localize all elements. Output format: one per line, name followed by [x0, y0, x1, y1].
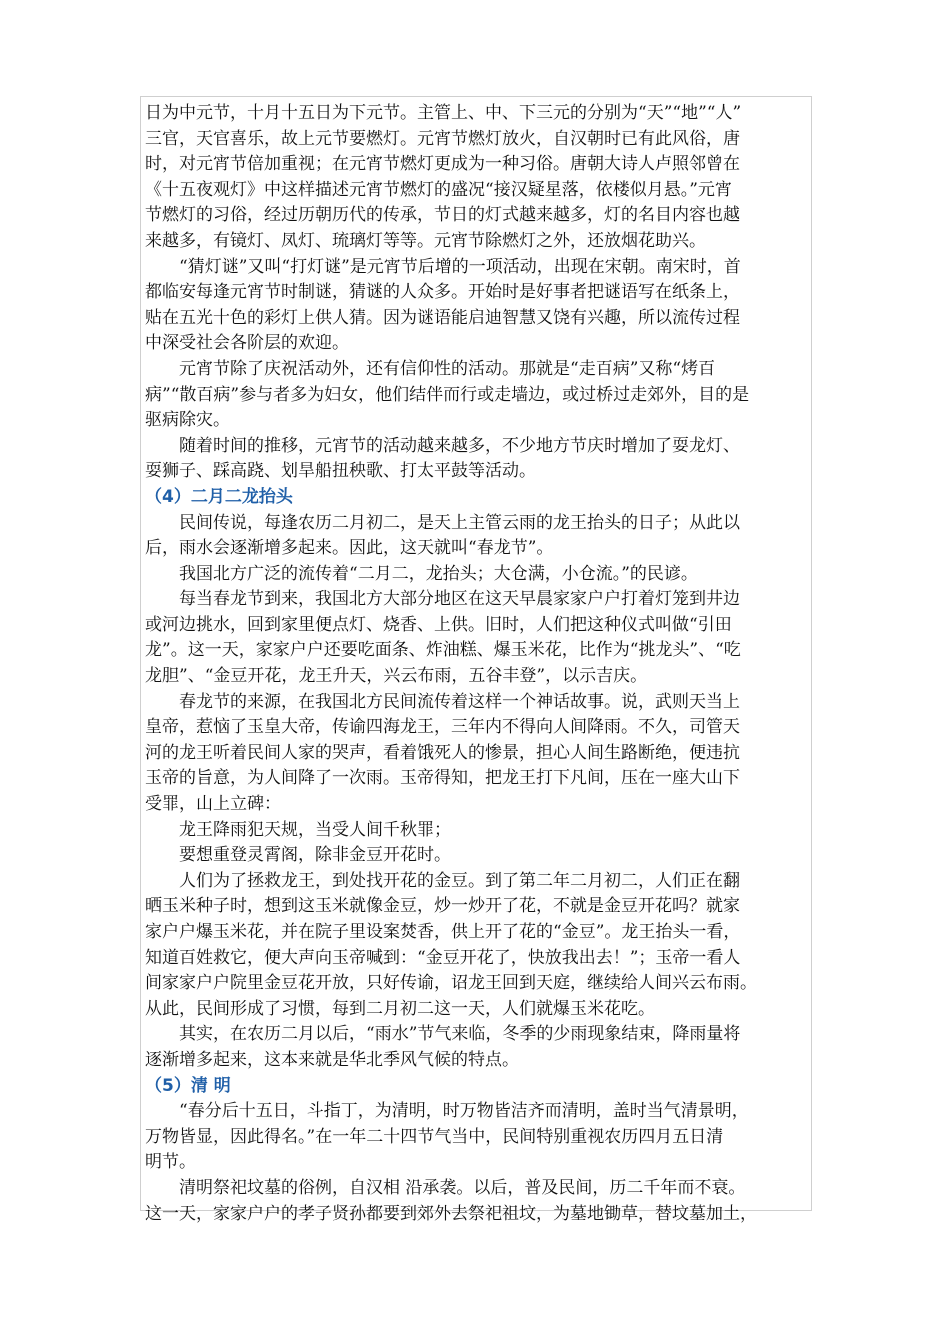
text-line: 《十五夜观灯》中这样描述元宵节燃灯的盛况“接汉疑星落，依楼似月悬。”元宵 — [145, 179, 732, 200]
text-line: 知道百姓救它，便大声向玉帝喊到：“金豆开花了，快放我出去！”；玉帝一看人 — [145, 947, 741, 968]
text-line: 中深受社会各阶层的欢迎。 — [145, 333, 349, 354]
text-line: 节燃灯的习俗，经过历朝历代的传承，节日的灯式越来越多，灯的名目内容也越 — [145, 205, 740, 226]
text-line: 晒玉米种子时，想到这玉米就像金豆，炒一炒开了花，不就是金豆开花吗？就家 — [145, 896, 740, 917]
paragraph-first-line: 民间传说，每逢农历二月初二，是天上主管云雨的龙王抬头的日子；从此以 — [179, 512, 740, 533]
text-line: 河的龙王听着民间人家的哭声，看着饿死人的惨景，担心人间生路断绝，便违抗 — [145, 742, 740, 763]
text-line: 从此，民间形成了习惯，每到二月初二这一天，人们就爆玉米花吃。 — [145, 998, 655, 1019]
text-line: 都临安每逢元宵节时制谜，猜谜的人众多。开始时是好事者把谜语写在纸条上， — [145, 282, 740, 303]
document-page — [140, 96, 812, 1224]
paragraph-first-line: 随着时间的推移，元宵节的活动越来越多，不少地方节庆时增加了耍龙灯、 — [179, 435, 740, 456]
paragraph-first-line: “猜灯谜”又叫“打灯谜”是元宵节后增的一项活动，出现在宋朝。南宋时，首 — [179, 256, 741, 277]
paragraph-first-line: 我国北方广泛的流传着“二月二，龙抬头；大仓满，小仓流。”的民谚。 — [179, 563, 698, 584]
text-line: 逐渐增多起来，这本来就是华北季风气候的特点。 — [145, 1049, 519, 1070]
text-line: 时，对元宵节倍加重视；在元宵节燃灯更成为一种习俗。唐朝大诗人卢照邻曾在 — [145, 154, 740, 175]
paragraph-first-line: 龙王降雨犯天规，当受人间千秋罪； — [179, 819, 451, 840]
text-line: 这一天，家家户户的孝子贤孙都要到郊外去祭祀祖坟，为墓地锄草，替坟墓加土， — [145, 1203, 757, 1224]
text-line: 万物皆显，因此得名。”在一年二十四节气当中，民间特别重视农历四月五日清 — [145, 1126, 724, 1147]
text-line: 驱病除灾。 — [145, 410, 230, 431]
text-line: 家户户爆玉米花，并在院子里设案焚香，供上开了花的“金豆”。龙王抬头一看， — [145, 922, 741, 942]
text-line: 龙”。这一天，家家户户还要吃面条、炸油糕、爆玉米花，比作为“挑龙头”、“吃 — [145, 640, 741, 661]
text-line: 玉帝的旨意，为人间降了一次雨。玉帝得知，把龙王打下凡间，压在一座大山下 — [145, 768, 740, 789]
text-line: 耍狮子、踩高跷、划旱船扭秧歌、打太平鼓等活动。 — [145, 461, 536, 482]
section-heading: （5）清 明 — [145, 1075, 231, 1096]
paragraph-first-line: 人们为了拯救龙王，到处找开花的金豆。到了第二年二月初二，人们正在翻 — [179, 870, 740, 891]
paragraph-first-line: 每当春龙节到来，我国北方大部分地区在这天早晨家家户户打着灯笼到井边 — [179, 589, 740, 610]
paragraph-first-line: 清明祭祀坟墓的俗例，自汉相 沿承袭。以后，普及民间，历二千年而不衰。 — [179, 1177, 746, 1198]
paragraph-first-line: 春龙节的来源，在我国北方民间流传着这样一个神话故事。说，武则天当上 — [179, 691, 740, 712]
text-line: 间家家户户院里金豆花开放，只好传谕，诏龙王回到天庭，继续给人间兴云布雨。 — [145, 973, 757, 994]
paragraph-first-line: 要想重登灵霄阁，除非金豆开花时。 — [179, 845, 451, 866]
text-line: 后，雨水会逐渐增多起来。因此，这天就叫“春龙节”。 — [145, 538, 554, 559]
paragraph-first-line: 元宵节除了庆祝活动外，还有信仰性的活动。那就是“走百病”又称“烤百 — [179, 358, 716, 379]
paragraph-first-line: “春分后十五日，斗指丁，为清明，时万物皆洁齐而清明，盖时当气清景明， — [179, 1101, 749, 1122]
text-line: 来越多，有镜灯、凤灯、琉璃灯等等。元宵节除燃灯之外，还放烟花助兴。 — [145, 230, 706, 251]
text-line: 皇帝，惹恼了玉皇大帝，传谕四海龙王，三年内不得向人间降雨。不久，司管天 — [145, 717, 740, 738]
paragraph-first-line: 其实，在农历二月以后，“雨水”节气来临，冬季的少雨现象结束，降雨量将 — [179, 1024, 741, 1045]
text-line: 龙胆”、“金豆开花，龙王升天，兴云布雨，五谷丰登”，以示吉庆。 — [145, 666, 648, 687]
text-line: 病”“散百病”参与者多为妇女，他们结伴而行或走墙边，或过桥过走郊外，目的是 — [145, 384, 750, 405]
text-line: 三官，天官喜乐，故上元节要燃灯。元宵节燃灯放火，自汉朝时已有此风俗，唐 — [145, 128, 740, 149]
document-text — [145, 101, 805, 1227]
text-line: 贴在五光十色的彩灯上供人猜。因为谜语能启迪智慧又饶有兴趣，所以流传过程 — [145, 307, 740, 328]
text-line: 明节。 — [145, 1152, 196, 1173]
text-line: 或河边挑水，回到家里便点灯、烧香、上供。旧时，人们把这种仪式叫做“引田 — [145, 614, 732, 635]
text-line: 受罪，山上立碑： — [145, 794, 281, 815]
text-line: 日为中元节，十月十五日为下元节。主管上、中、下三元的分别为“天”“地”“人” — [145, 103, 742, 123]
section-heading: （4）二月二龙抬头 — [145, 486, 293, 507]
